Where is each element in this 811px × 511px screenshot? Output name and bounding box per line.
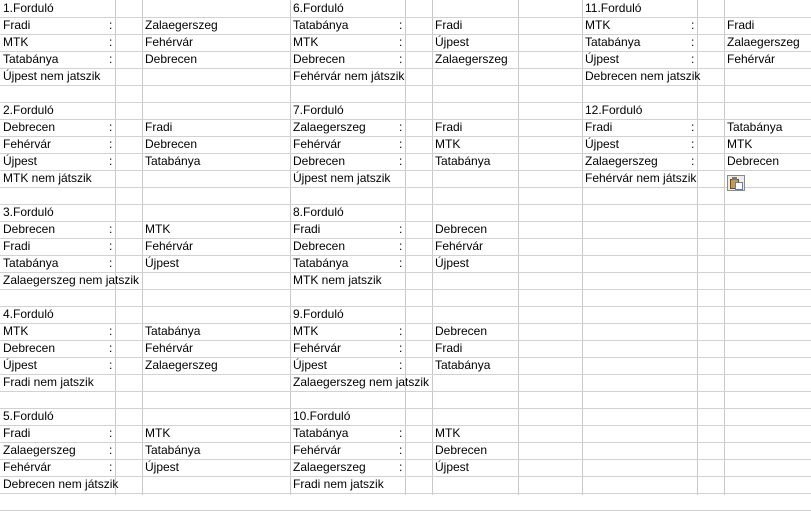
away-team-cell[interactable]: Újpest xyxy=(435,256,470,270)
paste-options-icon[interactable] xyxy=(727,175,745,191)
row-gridline xyxy=(0,289,811,290)
home-team-cell[interactable]: Tatabánya xyxy=(3,52,59,66)
home-team-cell[interactable]: Debrecen xyxy=(293,52,346,66)
row-gridline xyxy=(0,323,811,324)
home-team-cell[interactable]: Tatabánya xyxy=(585,35,641,49)
round-title[interactable]: 4.Forduló xyxy=(3,307,54,321)
separator-cell[interactable]: : xyxy=(399,222,403,236)
home-team-cell[interactable]: Újpest xyxy=(3,358,38,372)
row-gridline xyxy=(0,187,811,188)
bye-team-cell[interactable]: Újpest nem jatszik xyxy=(293,171,391,185)
away-team-cell[interactable]: Tatabánya xyxy=(435,358,491,372)
bye-team-cell[interactable]: Fehérvár nem játszik xyxy=(293,69,405,83)
away-team-cell[interactable]: Fradi xyxy=(435,18,463,32)
row-gridline xyxy=(0,17,811,18)
home-team-cell[interactable]: Debrecen xyxy=(3,222,56,236)
separator-cell[interactable]: : xyxy=(109,52,113,66)
away-team-cell[interactable]: Fehérvár xyxy=(145,35,194,49)
home-team-cell[interactable]: MTK xyxy=(3,324,29,338)
round-title[interactable]: 11.Forduló xyxy=(585,1,642,15)
separator-cell[interactable]: : xyxy=(399,341,403,355)
separator-cell[interactable]: : xyxy=(109,154,113,168)
row-gridline xyxy=(0,425,811,426)
home-team-cell[interactable]: Újpest xyxy=(585,52,620,66)
round-title[interactable]: 10.Forduló xyxy=(293,409,351,423)
home-team-cell[interactable]: Fradi xyxy=(585,120,613,134)
away-team-cell[interactable]: Debrecen xyxy=(145,52,198,66)
separator-cell[interactable]: : xyxy=(399,137,403,151)
bye-team-cell[interactable]: Újpest nem jatszik xyxy=(3,69,101,83)
separator-cell[interactable]: : xyxy=(399,443,403,457)
round-title[interactable]: 3.Forduló xyxy=(3,205,54,219)
home-team-cell[interactable]: Fehérvár xyxy=(293,341,342,355)
separator-cell[interactable]: : xyxy=(399,154,403,168)
away-team-cell[interactable]: Fehérvár xyxy=(145,341,194,355)
separator-cell[interactable]: : xyxy=(109,443,113,457)
bye-team-cell[interactable]: Zalaegerszeg nem jatszik xyxy=(3,273,140,287)
round-title[interactable]: 7.Forduló xyxy=(293,103,344,117)
home-team-cell[interactable]: Fehérvár xyxy=(3,460,52,474)
column-gridline xyxy=(115,0,116,495)
separator-cell[interactable]: : xyxy=(399,35,403,49)
column-gridline xyxy=(582,0,583,495)
round-title[interactable]: 1.Forduló xyxy=(3,1,54,15)
home-team-cell[interactable]: Tatabánya xyxy=(293,18,349,32)
away-team-cell[interactable]: Debrecen xyxy=(435,324,488,338)
home-team-cell[interactable]: Debrecen xyxy=(293,239,346,253)
home-team-cell[interactable]: Fradi xyxy=(293,222,321,236)
home-team-cell[interactable]: Fehérvár xyxy=(3,137,52,151)
home-team-cell[interactable]: Zalaegerszeg xyxy=(585,154,658,168)
row-gridline xyxy=(0,459,811,460)
row-gridline xyxy=(0,340,811,341)
home-team-cell[interactable]: Debrecen xyxy=(3,120,56,134)
round-title[interactable]: 5.Forduló xyxy=(3,409,54,423)
away-team-cell[interactable]: Tatabánya xyxy=(727,120,783,134)
row-gridline xyxy=(0,306,811,307)
separator-cell[interactable]: : xyxy=(109,18,113,32)
home-team-cell[interactable]: Zalaegerszeg xyxy=(293,460,366,474)
round-title[interactable]: 2.Forduló xyxy=(3,103,54,117)
home-team-cell[interactable]: Tatabánya xyxy=(293,256,349,270)
away-team-cell[interactable]: Debrecen xyxy=(145,137,198,151)
row-gridline xyxy=(0,153,811,154)
row-gridline xyxy=(0,85,811,86)
separator-cell[interactable]: : xyxy=(109,324,113,338)
away-team-cell[interactable]: Újpest xyxy=(435,35,470,49)
separator-cell[interactable]: : xyxy=(691,154,695,168)
separator-cell[interactable]: : xyxy=(399,256,403,270)
bye-team-cell[interactable]: MTK nem játszik xyxy=(3,171,92,185)
row-gridline xyxy=(0,238,811,239)
clipboard-clip xyxy=(732,177,737,180)
column-gridline xyxy=(518,0,519,495)
separator-cell[interactable]: : xyxy=(109,35,113,49)
away-team-cell[interactable]: Újpest xyxy=(145,256,180,270)
round-title[interactable]: 8.Forduló xyxy=(293,205,344,219)
home-team-cell[interactable]: Debrecen xyxy=(293,154,346,168)
row-gridline xyxy=(0,221,811,222)
away-team-cell[interactable]: Tatabánya xyxy=(145,443,201,457)
column-gridline xyxy=(290,0,291,495)
home-team-cell[interactable]: Zalaegerszeg xyxy=(3,443,76,457)
away-team-cell[interactable]: Fehérvár xyxy=(145,239,194,253)
away-team-cell[interactable]: Debrecen xyxy=(727,154,780,168)
separator-cell[interactable]: : xyxy=(691,120,695,134)
separator-cell[interactable]: : xyxy=(399,120,403,134)
separator-cell[interactable]: : xyxy=(109,426,113,440)
away-team-cell[interactable]: Újpest xyxy=(145,460,180,474)
away-team-cell[interactable]: MTK xyxy=(727,137,753,151)
round-title[interactable]: 12.Forduló xyxy=(585,103,643,117)
bye-team-cell[interactable]: Fradi nem jatszik xyxy=(3,375,94,389)
away-team-cell[interactable]: MTK xyxy=(145,222,171,236)
home-team-cell[interactable]: Újpest xyxy=(293,358,328,372)
row-gridline xyxy=(0,391,811,392)
row-gridline xyxy=(0,119,811,120)
row-gridline xyxy=(0,493,811,494)
bye-team-cell[interactable]: Fradi nem jatszik xyxy=(293,477,384,491)
column-gridline xyxy=(142,0,143,495)
row-gridline xyxy=(0,442,811,443)
bye-team-cell[interactable]: Debrecen nem jatszik xyxy=(585,69,701,83)
home-team-cell[interactable]: Zalaegerszeg xyxy=(293,120,366,134)
bye-team-cell[interactable]: Zalaegerszeg nem jatszik xyxy=(293,375,430,389)
home-team-cell[interactable]: Fradi xyxy=(3,239,31,253)
away-team-cell[interactable]: Tatabánya xyxy=(145,324,201,338)
away-team-cell[interactable]: Debrecen xyxy=(435,443,488,457)
away-team-cell[interactable]: MTK xyxy=(435,137,461,151)
bye-team-cell[interactable]: MTK nem jatszik xyxy=(293,273,382,287)
home-team-cell[interactable]: Tatabánya xyxy=(293,426,349,440)
row-gridline xyxy=(0,51,811,52)
separator-cell[interactable]: : xyxy=(109,256,113,270)
column-gridline xyxy=(432,0,433,495)
home-team-cell[interactable]: Tatabánya xyxy=(3,256,59,270)
away-team-cell[interactable]: Zalaegerszeg xyxy=(435,52,508,66)
row-gridline xyxy=(0,102,811,103)
row-gridline xyxy=(0,476,811,477)
away-team-cell[interactable]: Zalaegerszeg xyxy=(727,35,800,49)
home-team-cell[interactable]: MTK xyxy=(293,324,319,338)
separator-cell[interactable]: : xyxy=(109,120,113,134)
away-team-cell[interactable]: Fradi xyxy=(435,120,463,134)
away-team-cell[interactable]: Újpest xyxy=(435,460,470,474)
away-team-cell[interactable]: Tatabánya xyxy=(435,154,491,168)
away-team-cell[interactable]: Fehérvár xyxy=(727,52,776,66)
separator-cell[interactable]: : xyxy=(109,239,113,253)
away-team-cell[interactable]: Debrecen xyxy=(435,222,488,236)
clipboard-sheet xyxy=(735,182,743,190)
row-gridline xyxy=(0,204,811,205)
separator-cell[interactable]: : xyxy=(399,324,403,338)
separator-cell[interactable]: : xyxy=(109,460,113,474)
row-gridline xyxy=(0,255,811,256)
away-team-cell[interactable]: Fehérvár xyxy=(435,239,484,253)
row-gridline xyxy=(0,357,811,358)
separator-cell[interactable]: : xyxy=(691,18,695,32)
away-team-cell[interactable]: MTK xyxy=(435,426,461,440)
home-team-cell[interactable]: Fradi xyxy=(3,426,31,440)
home-team-cell[interactable]: MTK xyxy=(293,35,319,49)
separator-cell[interactable]: : xyxy=(399,358,403,372)
separator-cell[interactable]: : xyxy=(399,239,403,253)
row-gridline xyxy=(0,136,811,137)
home-team-cell[interactable]: Újpest xyxy=(3,154,38,168)
separator-cell[interactable]: : xyxy=(399,52,403,66)
separator-cell[interactable]: : xyxy=(691,35,695,49)
away-team-cell[interactable]: Fradi xyxy=(435,341,463,355)
bye-team-cell[interactable]: Debrecen nem játszik xyxy=(3,477,119,491)
bye-team-cell[interactable]: Fehérvár nem játszik xyxy=(585,171,697,185)
column-gridline xyxy=(405,0,406,495)
separator-cell[interactable]: : xyxy=(109,341,113,355)
away-team-cell[interactable]: MTK xyxy=(145,426,171,440)
separator-cell[interactable]: : xyxy=(399,426,403,440)
round-title[interactable]: 6.Forduló xyxy=(293,1,344,15)
home-team-cell[interactable]: MTK xyxy=(585,18,611,32)
separator-cell[interactable]: : xyxy=(691,52,695,66)
separator-cell[interactable]: : xyxy=(399,18,403,32)
separator-cell[interactable]: : xyxy=(109,222,113,236)
home-team-cell[interactable]: Fehérvár xyxy=(293,137,342,151)
separator-cell[interactable]: : xyxy=(399,460,403,474)
away-team-cell[interactable]: Fradi xyxy=(727,18,755,32)
home-team-cell[interactable]: Debrecen xyxy=(3,341,56,355)
home-team-cell[interactable]: MTK xyxy=(3,35,29,49)
separator-cell[interactable]: : xyxy=(109,137,113,151)
round-title[interactable]: 9.Forduló xyxy=(293,307,344,321)
away-team-cell[interactable]: Zalaegerszeg xyxy=(145,18,218,32)
separator-cell[interactable]: : xyxy=(109,358,113,372)
home-team-cell[interactable]: Fradi xyxy=(3,18,31,32)
away-team-cell[interactable]: Tatabánya xyxy=(145,154,201,168)
column-gridline xyxy=(724,0,725,495)
row-gridline xyxy=(0,408,811,409)
separator-cell[interactable]: : xyxy=(691,137,695,151)
home-team-cell[interactable]: Fehérvár xyxy=(293,443,342,457)
row-gridline xyxy=(0,34,811,35)
home-team-cell[interactable]: Újpest xyxy=(585,137,620,151)
away-team-cell[interactable]: Fradi xyxy=(145,120,173,134)
away-team-cell[interactable]: Zalaegerszeg xyxy=(145,358,218,372)
